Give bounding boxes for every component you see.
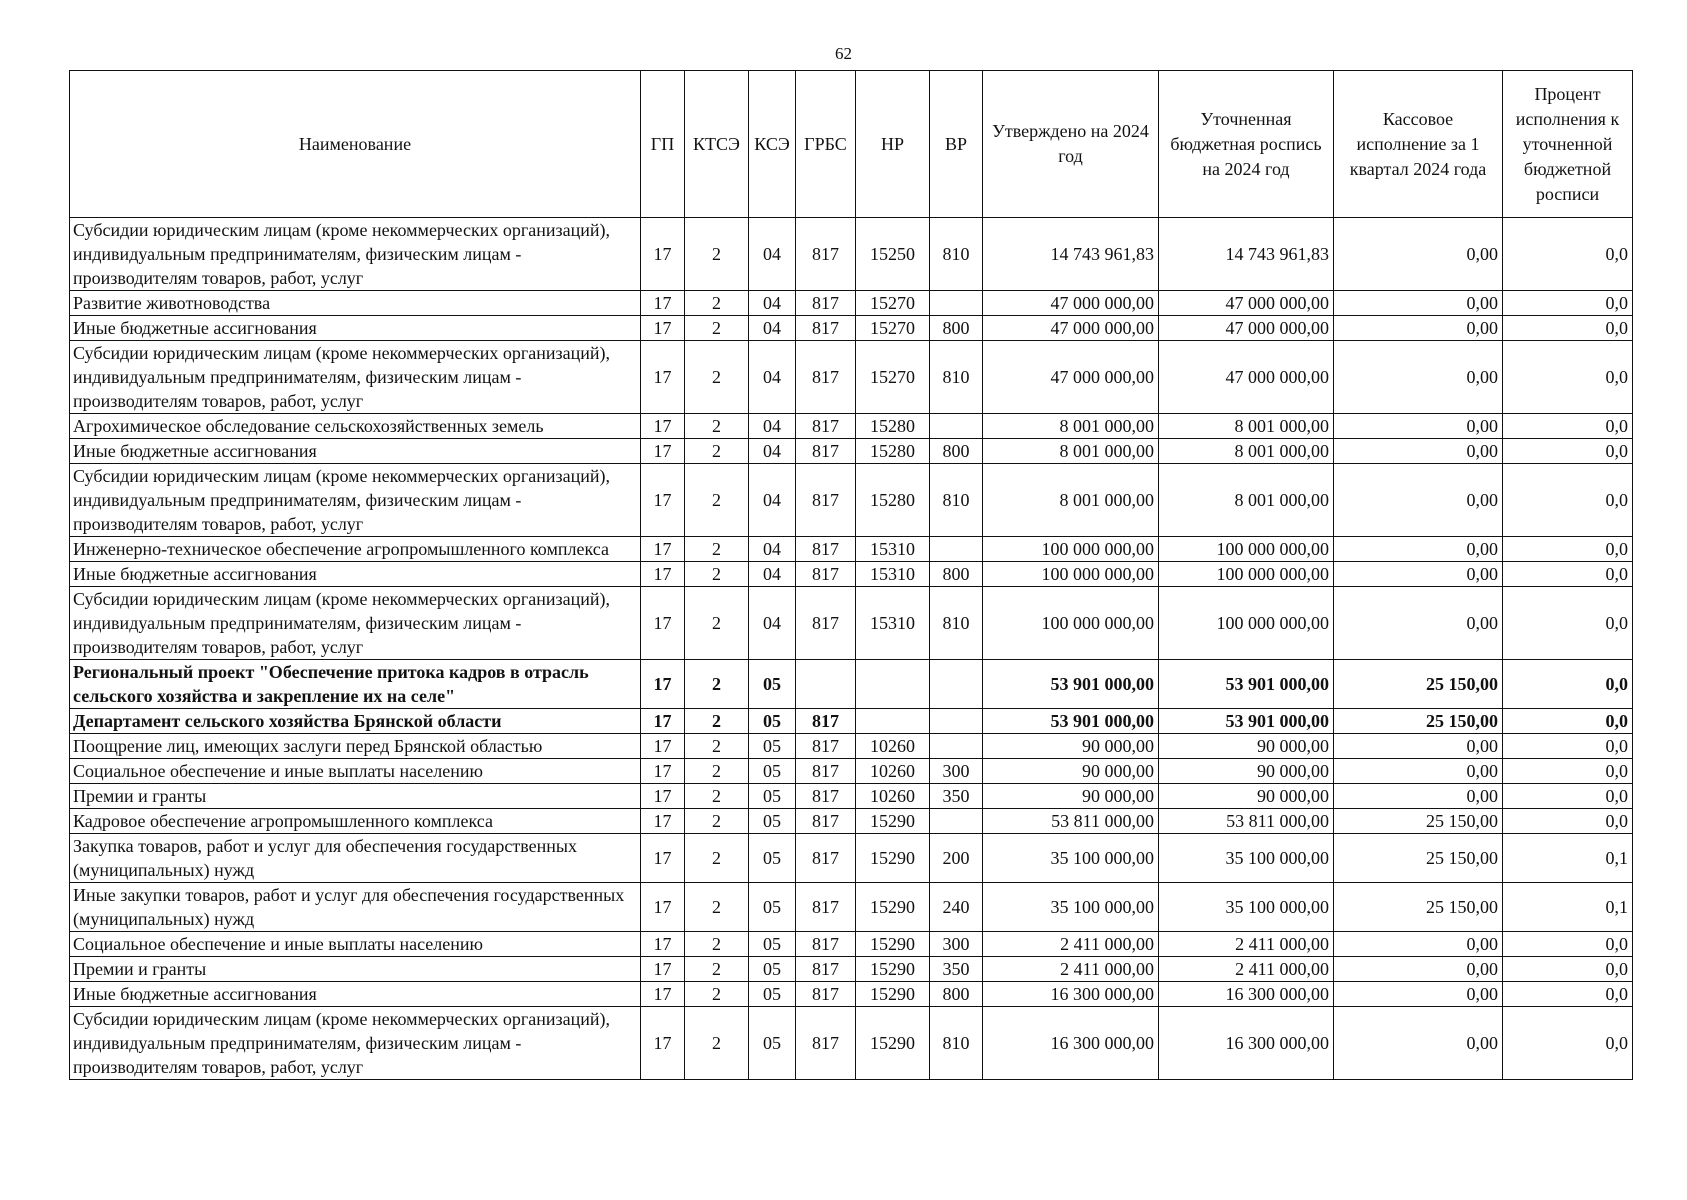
- row-nr: 15290: [856, 982, 930, 1007]
- row-name: Социальное обеспечение и иные выплаты населению: [70, 932, 641, 957]
- row-name: Субсидии юридическим лицам (кроме некоммерческих организаций), индивидуальным предпринимателям, физическим лицам - производителям товаров, работ, услуг: [70, 1007, 641, 1080]
- row-vr: 240: [930, 883, 983, 932]
- row-grbs: 817: [796, 809, 856, 834]
- row-grbs: 817: [796, 562, 856, 587]
- row-approved: 47 000 000,00: [983, 316, 1159, 341]
- row-name: Агрохимическое обследование сельскохозяйственных земель: [70, 414, 641, 439]
- budget-table: [69, 70, 1633, 1080]
- row-kse: 04: [749, 341, 796, 414]
- row-name: Субсидии юридическим лицам (кроме некоммерческих организаций), индивидуальным предпринимателям, физическим лицам - производителям товаров, работ, услуг: [70, 341, 641, 414]
- row-name: Социальное обеспечение и иные выплаты населению: [70, 759, 641, 784]
- row-gp: 17: [641, 982, 685, 1007]
- row-name: Инженерно-техническое обеспечение агропромышленного комплекса: [70, 537, 641, 562]
- row-vr: 800: [930, 562, 983, 587]
- row-kse: 05: [749, 759, 796, 784]
- table-row: [70, 464, 1633, 537]
- row-percent: 0,0: [1503, 537, 1633, 562]
- row-kse: 05: [749, 1007, 796, 1080]
- row-ktse: 2: [685, 414, 749, 439]
- row-cash: 0,00: [1334, 587, 1503, 660]
- row-refined: 2 411 000,00: [1159, 957, 1334, 982]
- header-nr: НР: [856, 71, 930, 218]
- row-vr: 800: [930, 982, 983, 1007]
- row-name: Закупка товаров, работ и услуг для обеспечения государственных (муниципальных) нужд: [70, 834, 641, 883]
- row-vr: 300: [930, 759, 983, 784]
- row-ktse: 2: [685, 982, 749, 1007]
- row-refined: 47 000 000,00: [1159, 341, 1334, 414]
- row-cash: 0,00: [1334, 1007, 1503, 1080]
- row-kse: 05: [749, 883, 796, 932]
- row-grbs: 817: [796, 957, 856, 982]
- row-cash: 0,00: [1334, 537, 1503, 562]
- row-nr: [856, 660, 930, 709]
- row-vr: [930, 809, 983, 834]
- row-grbs: 817: [796, 883, 856, 932]
- row-approved: 8 001 000,00: [983, 439, 1159, 464]
- header-name: Наименование: [70, 71, 641, 218]
- row-kse: 04: [749, 587, 796, 660]
- row-vr: 350: [930, 784, 983, 809]
- row-name: Кадровое обеспечение агропромышленного комплекса: [70, 809, 641, 834]
- row-approved: 35 100 000,00: [983, 883, 1159, 932]
- row-approved: 53 901 000,00: [983, 660, 1159, 709]
- row-ktse: 2: [685, 1007, 749, 1080]
- row-gp: 17: [641, 414, 685, 439]
- row-nr: 15290: [856, 932, 930, 957]
- row-refined: 100 000 000,00: [1159, 587, 1334, 660]
- row-approved: 8 001 000,00: [983, 414, 1159, 439]
- row-nr: 15290: [856, 809, 930, 834]
- row-refined: 53 811 000,00: [1159, 809, 1334, 834]
- row-name: Иные бюджетные ассигнования: [70, 982, 641, 1007]
- row-gp: 17: [641, 709, 685, 734]
- row-nr: 15270: [856, 291, 930, 316]
- row-approved: 47 000 000,00: [983, 341, 1159, 414]
- row-ktse: 2: [685, 218, 749, 291]
- row-ktse: 2: [685, 784, 749, 809]
- row-vr: [930, 734, 983, 759]
- row-approved: 2 411 000,00: [983, 932, 1159, 957]
- row-grbs: 817: [796, 734, 856, 759]
- row-gp: 17: [641, 464, 685, 537]
- row-cash: 0,00: [1334, 316, 1503, 341]
- row-refined: 2 411 000,00: [1159, 932, 1334, 957]
- row-gp: 17: [641, 562, 685, 587]
- row-ktse: 2: [685, 562, 749, 587]
- row-percent: 0,0: [1503, 709, 1633, 734]
- table-row: [70, 1007, 1633, 1080]
- row-kse: 05: [749, 834, 796, 883]
- row-name: Иные закупки товаров, работ и услуг для обеспечения государственных (муниципальных) нужд: [70, 883, 641, 932]
- row-refined: 16 300 000,00: [1159, 1007, 1334, 1080]
- row-refined: 8 001 000,00: [1159, 439, 1334, 464]
- row-percent: 0,0: [1503, 218, 1633, 291]
- row-grbs: 817: [796, 587, 856, 660]
- row-percent: 0,0: [1503, 464, 1633, 537]
- table-row: [70, 982, 1633, 1007]
- table-row: [70, 809, 1633, 834]
- row-vr: [930, 660, 983, 709]
- row-name: Иные бюджетные ассигнования: [70, 439, 641, 464]
- table-row: [70, 341, 1633, 414]
- table-row: [70, 439, 1633, 464]
- row-gp: 17: [641, 1007, 685, 1080]
- row-kse: 05: [749, 709, 796, 734]
- table-row: [70, 784, 1633, 809]
- row-grbs: 817: [796, 439, 856, 464]
- row-vr: 350: [930, 957, 983, 982]
- row-kse: 05: [749, 957, 796, 982]
- row-nr: [856, 709, 930, 734]
- row-gp: 17: [641, 809, 685, 834]
- row-nr: 15270: [856, 316, 930, 341]
- table-row: [70, 537, 1633, 562]
- row-nr: 15310: [856, 537, 930, 562]
- row-ktse: 2: [685, 587, 749, 660]
- row-ktse: 2: [685, 537, 749, 562]
- row-grbs: 817: [796, 784, 856, 809]
- row-approved: 16 300 000,00: [983, 982, 1159, 1007]
- row-nr: 15310: [856, 562, 930, 587]
- row-kse: 05: [749, 660, 796, 709]
- row-percent: 0,1: [1503, 883, 1633, 932]
- row-approved: 35 100 000,00: [983, 834, 1159, 883]
- row-gp: 17: [641, 883, 685, 932]
- row-cash: 0,00: [1334, 291, 1503, 316]
- row-name: Субсидии юридическим лицам (кроме некоммерческих организаций), индивидуальным предпринимателям, физическим лицам - производителям товаров, работ, услуг: [70, 587, 641, 660]
- row-ktse: 2: [685, 291, 749, 316]
- row-nr: 10260: [856, 784, 930, 809]
- row-vr: [930, 414, 983, 439]
- row-kse: 05: [749, 809, 796, 834]
- row-approved: 8 001 000,00: [983, 464, 1159, 537]
- row-vr: 810: [930, 587, 983, 660]
- table-row: [70, 957, 1633, 982]
- row-nr: 15290: [856, 957, 930, 982]
- row-nr: 15310: [856, 587, 930, 660]
- row-kse: 05: [749, 734, 796, 759]
- row-refined: 100 000 000,00: [1159, 537, 1334, 562]
- row-gp: 17: [641, 759, 685, 784]
- row-cash: 25 150,00: [1334, 834, 1503, 883]
- row-percent: 0,0: [1503, 316, 1633, 341]
- table-row: [70, 587, 1633, 660]
- table-row: [70, 218, 1633, 291]
- row-cash: 0,00: [1334, 759, 1503, 784]
- row-cash: 0,00: [1334, 734, 1503, 759]
- row-gp: 17: [641, 734, 685, 759]
- row-percent: 0,0: [1503, 1007, 1633, 1080]
- row-cash: 25 150,00: [1334, 709, 1503, 734]
- table-row: [70, 734, 1633, 759]
- row-gp: 17: [641, 316, 685, 341]
- row-nr: 15250: [856, 218, 930, 291]
- table-row: [70, 709, 1633, 734]
- row-gp: 17: [641, 932, 685, 957]
- row-percent: 0,0: [1503, 414, 1633, 439]
- row-nr: 10260: [856, 759, 930, 784]
- row-kse: 04: [749, 218, 796, 291]
- row-vr: 300: [930, 932, 983, 957]
- row-gp: 17: [641, 957, 685, 982]
- row-ktse: 2: [685, 957, 749, 982]
- row-percent: 0,0: [1503, 932, 1633, 957]
- row-cash: 25 150,00: [1334, 660, 1503, 709]
- table-row: [70, 883, 1633, 932]
- row-nr: 15290: [856, 834, 930, 883]
- row-percent: 0,0: [1503, 957, 1633, 982]
- row-nr: 15280: [856, 414, 930, 439]
- header-ktse: КТСЭ: [685, 71, 749, 218]
- row-cash: 0,00: [1334, 784, 1503, 809]
- row-cash: 0,00: [1334, 414, 1503, 439]
- row-gp: 17: [641, 439, 685, 464]
- header-gp: ГП: [641, 71, 685, 218]
- row-cash: 25 150,00: [1334, 883, 1503, 932]
- row-name: Поощрение лиц, имеющих заслуги перед Брянской областью: [70, 734, 641, 759]
- row-ktse: 2: [685, 341, 749, 414]
- row-cash: 25 150,00: [1334, 809, 1503, 834]
- row-ktse: 2: [685, 660, 749, 709]
- row-grbs: 817: [796, 316, 856, 341]
- header-approved: Утверждено на 2024 год: [983, 71, 1159, 218]
- row-percent: 0,0: [1503, 562, 1633, 587]
- table-row: [70, 414, 1633, 439]
- table-row: [70, 316, 1633, 341]
- row-percent: 0,0: [1503, 587, 1633, 660]
- row-refined: 35 100 000,00: [1159, 883, 1334, 932]
- row-grbs: 817: [796, 982, 856, 1007]
- row-refined: 16 300 000,00: [1159, 982, 1334, 1007]
- row-vr: [930, 709, 983, 734]
- row-approved: 100 000 000,00: [983, 537, 1159, 562]
- row-gp: 17: [641, 291, 685, 316]
- header-kse: КСЭ: [749, 71, 796, 218]
- row-grbs: 817: [796, 932, 856, 957]
- row-cash: 0,00: [1334, 439, 1503, 464]
- row-name: Департамент сельского хозяйства Брянской области: [70, 709, 641, 734]
- row-name: Региональный проект "Обеспечение притока кадров в отрасль сельского хозяйства и закрепление их на селе": [70, 660, 641, 709]
- row-cash: 0,00: [1334, 982, 1503, 1007]
- header-percent: Процент исполнения к уточненной бюджетной росписи: [1503, 71, 1633, 218]
- row-refined: 8 001 000,00: [1159, 414, 1334, 439]
- table-body: [70, 218, 1633, 1080]
- row-approved: 100 000 000,00: [983, 562, 1159, 587]
- row-refined: 53 901 000,00: [1159, 709, 1334, 734]
- row-approved: 90 000,00: [983, 734, 1159, 759]
- header-grbs: ГРБС: [796, 71, 856, 218]
- header-refined: Уточненная бюджетная роспись на 2024 год: [1159, 71, 1334, 218]
- row-nr: 15280: [856, 439, 930, 464]
- header-cash: Кассовое исполнение за 1 квартал 2024 года: [1334, 71, 1503, 218]
- row-approved: 53 811 000,00: [983, 809, 1159, 834]
- row-gp: 17: [641, 834, 685, 883]
- row-grbs: 817: [796, 291, 856, 316]
- row-vr: 800: [930, 316, 983, 341]
- row-nr: 15290: [856, 883, 930, 932]
- row-grbs: 817: [796, 759, 856, 784]
- row-ktse: 2: [685, 759, 749, 784]
- row-percent: 0,1: [1503, 834, 1633, 883]
- row-approved: 14 743 961,83: [983, 218, 1159, 291]
- table-row: [70, 291, 1633, 316]
- row-vr: 810: [930, 464, 983, 537]
- row-name: Развитие животноводства: [70, 291, 641, 316]
- row-name: Премии и гранты: [70, 784, 641, 809]
- page-number: 62: [835, 44, 852, 63]
- row-grbs: 817: [796, 537, 856, 562]
- row-gp: 17: [641, 784, 685, 809]
- row-grbs: [796, 660, 856, 709]
- row-refined: 47 000 000,00: [1159, 316, 1334, 341]
- row-nr: 15280: [856, 464, 930, 537]
- row-ktse: 2: [685, 439, 749, 464]
- row-refined: 53 901 000,00: [1159, 660, 1334, 709]
- row-refined: 14 743 961,83: [1159, 218, 1334, 291]
- row-refined: 35 100 000,00: [1159, 834, 1334, 883]
- row-percent: 0,0: [1503, 660, 1633, 709]
- table-row: [70, 562, 1633, 587]
- row-gp: 17: [641, 537, 685, 562]
- table-row: [70, 660, 1633, 709]
- row-name: Премии и гранты: [70, 957, 641, 982]
- row-ktse: 2: [685, 809, 749, 834]
- row-refined: 90 000,00: [1159, 759, 1334, 784]
- row-cash: 0,00: [1334, 957, 1503, 982]
- row-cash: 0,00: [1334, 218, 1503, 291]
- row-name: Субсидии юридическим лицам (кроме некоммерческих организаций), индивидуальным предпринимателям, физическим лицам - производителям товаров, работ, услуг: [70, 218, 641, 291]
- row-vr: 810: [930, 1007, 983, 1080]
- row-cash: 0,00: [1334, 341, 1503, 414]
- row-grbs: 817: [796, 341, 856, 414]
- row-approved: 90 000,00: [983, 759, 1159, 784]
- row-kse: 05: [749, 932, 796, 957]
- table-row: [70, 834, 1633, 883]
- row-refined: 8 001 000,00: [1159, 464, 1334, 537]
- row-percent: 0,0: [1503, 759, 1633, 784]
- row-kse: 04: [749, 562, 796, 587]
- row-ktse: 2: [685, 709, 749, 734]
- row-percent: 0,0: [1503, 734, 1633, 759]
- row-vr: 810: [930, 341, 983, 414]
- row-grbs: 817: [796, 464, 856, 537]
- row-refined: 90 000,00: [1159, 734, 1334, 759]
- row-gp: 17: [641, 341, 685, 414]
- row-percent: 0,0: [1503, 341, 1633, 414]
- row-nr: 10260: [856, 734, 930, 759]
- row-kse: 04: [749, 464, 796, 537]
- row-cash: 0,00: [1334, 932, 1503, 957]
- row-grbs: 817: [796, 1007, 856, 1080]
- row-percent: 0,0: [1503, 291, 1633, 316]
- row-name: Иные бюджетные ассигнования: [70, 316, 641, 341]
- header-row: [70, 71, 1633, 218]
- row-name: Субсидии юридическим лицам (кроме некоммерческих организаций), индивидуальным предпринимателям, физическим лицам - производителям товаров, работ, услуг: [70, 464, 641, 537]
- row-grbs: 817: [796, 414, 856, 439]
- row-refined: 47 000 000,00: [1159, 291, 1334, 316]
- row-cash: 0,00: [1334, 464, 1503, 537]
- row-grbs: 817: [796, 218, 856, 291]
- row-kse: 04: [749, 537, 796, 562]
- row-gp: 17: [641, 660, 685, 709]
- row-kse: 05: [749, 784, 796, 809]
- row-ktse: 2: [685, 464, 749, 537]
- row-kse: 04: [749, 414, 796, 439]
- row-percent: 0,0: [1503, 784, 1633, 809]
- table-row: [70, 932, 1633, 957]
- row-cash: 0,00: [1334, 562, 1503, 587]
- row-ktse: 2: [685, 932, 749, 957]
- row-percent: 0,0: [1503, 809, 1633, 834]
- row-vr: 810: [930, 218, 983, 291]
- row-kse: 04: [749, 439, 796, 464]
- row-kse: 05: [749, 982, 796, 1007]
- row-kse: 04: [749, 316, 796, 341]
- row-kse: 04: [749, 291, 796, 316]
- row-gp: 17: [641, 587, 685, 660]
- table-row: [70, 759, 1633, 784]
- row-grbs: 817: [796, 709, 856, 734]
- row-approved: 100 000 000,00: [983, 587, 1159, 660]
- row-nr: 15270: [856, 341, 930, 414]
- row-vr: 200: [930, 834, 983, 883]
- row-vr: 800: [930, 439, 983, 464]
- row-name: Иные бюджетные ассигнования: [70, 562, 641, 587]
- row-approved: 47 000 000,00: [983, 291, 1159, 316]
- row-percent: 0,0: [1503, 439, 1633, 464]
- row-approved: 90 000,00: [983, 784, 1159, 809]
- row-ktse: 2: [685, 734, 749, 759]
- row-approved: 16 300 000,00: [983, 1007, 1159, 1080]
- row-vr: [930, 291, 983, 316]
- row-grbs: 817: [796, 834, 856, 883]
- row-percent: 0,0: [1503, 982, 1633, 1007]
- row-vr: [930, 537, 983, 562]
- row-ktse: 2: [685, 883, 749, 932]
- row-approved: 53 901 000,00: [983, 709, 1159, 734]
- row-refined: 100 000 000,00: [1159, 562, 1334, 587]
- row-refined: 90 000,00: [1159, 784, 1334, 809]
- row-ktse: 2: [685, 834, 749, 883]
- row-approved: 2 411 000,00: [983, 957, 1159, 982]
- header-vr: ВР: [930, 71, 983, 218]
- row-gp: 17: [641, 218, 685, 291]
- row-ktse: 2: [685, 316, 749, 341]
- row-nr: 15290: [856, 1007, 930, 1080]
